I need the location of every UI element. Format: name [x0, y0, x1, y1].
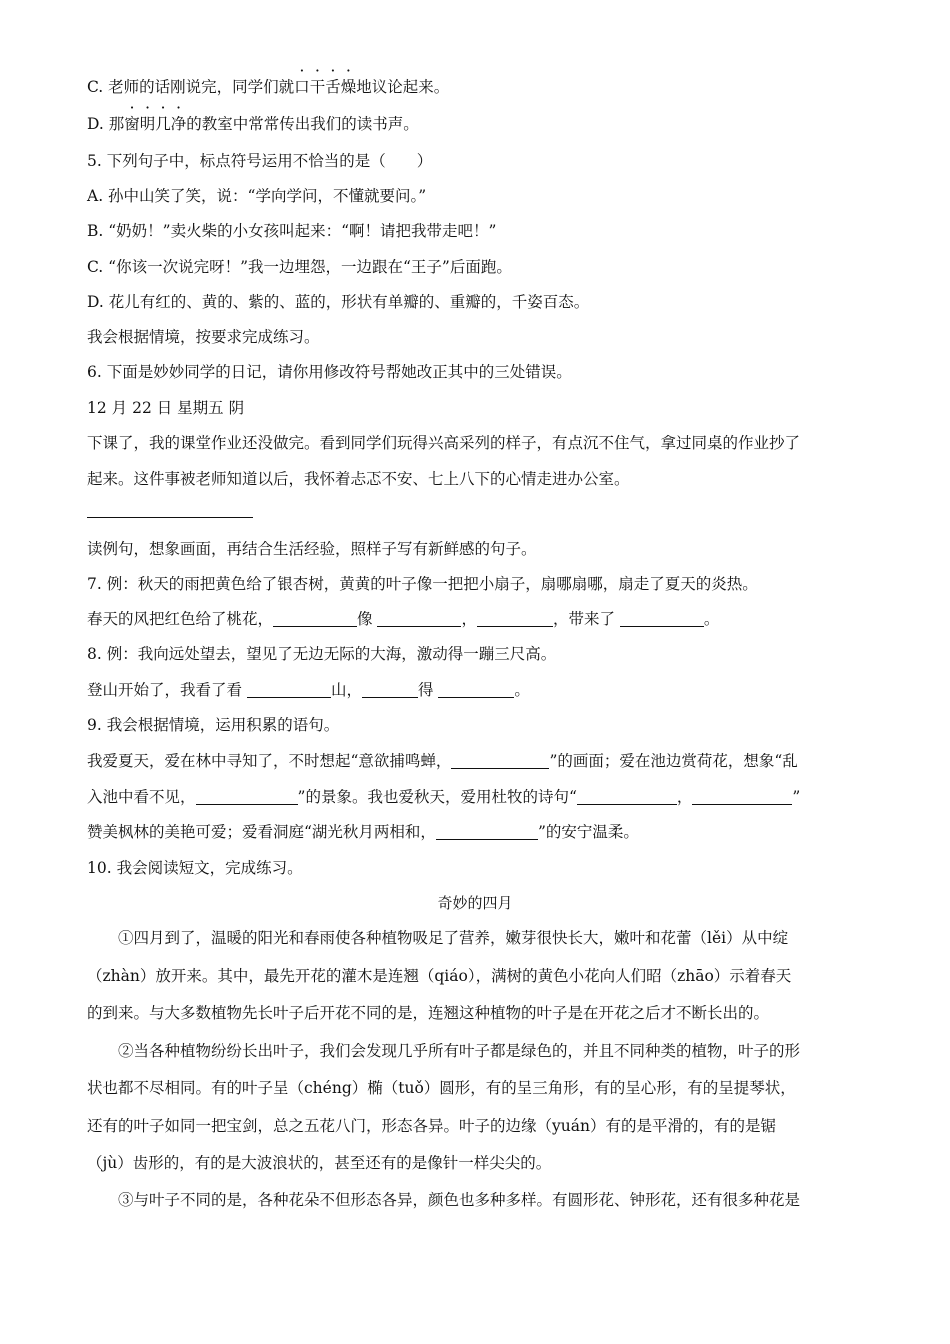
q9-text: 赞美枫林的美艳可爱；爱看洞庭“湖光秋月两相和， — [87, 823, 436, 841]
q8-text-c: 得 — [417, 681, 439, 699]
blank-input[interactable] — [620, 610, 704, 627]
answer-line — [87, 517, 253, 518]
q7-text-e: 。 — [703, 610, 720, 628]
q9-stem: 9. 我会根据情境，运用积累的语句。 — [87, 716, 340, 734]
passage-para-1-line-3: 的到来。与大多数植物先长叶子后开花不同的是，连翘这种植物的叶子是在开花之后才不断长出的。 — [87, 1004, 770, 1022]
imitation-heading: 读例句，想象画面，再结合生活经验，照样子写有新鲜感的句子。 — [87, 540, 537, 558]
q8-text-a: 登山开始了，我看了看 — [87, 681, 247, 699]
section-heading: 我会根据情境，按要求完成练习。 — [87, 328, 320, 346]
diary-date: 12 月 22 日 星期五 阴 — [87, 399, 245, 417]
passage-para-2-line-3: 还有的叶子如同一把宝剑，总之五花八门，形态各异。叶子的边缘（yuán）有的是平滑的，有的是锯 — [87, 1117, 776, 1135]
q8-text-d: 。 — [514, 681, 530, 699]
q5-option-a: A. 孙中山笑了笑，说：“学向学问，不懂就要问。” — [87, 187, 427, 205]
q10-stem: 10. 我会阅读短文，完成练习。 — [87, 859, 303, 877]
passage-title: 奇妙的四月 — [437, 894, 513, 912]
dotted-char: 窗 — [124, 115, 140, 133]
dotted-char: 几 — [155, 115, 171, 133]
blank-input[interactable] — [273, 610, 357, 627]
diary-line-2: 起来。这件事被老师知道以后，我怀着忐忑不安、七上八下的心情走进办公室。 — [87, 470, 630, 488]
q4-option-d — [87, 113, 419, 135]
q7-text-c: ， — [461, 610, 477, 628]
q7-prompt — [87, 608, 719, 630]
dotted-char: 舌 — [325, 78, 341, 96]
blank-input[interactable] — [247, 681, 331, 698]
passage-para-2-line-2: 状也都不尽相同。有的叶子呈（chéng）椭（tuǒ）圆形，有的呈三角形，有的呈心形，有的呈提琴状， — [87, 1079, 796, 1097]
q5-option-c: C. “你该一次说完呀！”我一边埋怨，一边跟在“王子”后面跑。 — [87, 258, 512, 276]
dotted-char: 干 — [309, 78, 326, 96]
passage-para-2-line-4: （jù）齿形的，有的是大波浪状的，甚至还有的是像针一样尖尖的。 — [87, 1154, 552, 1172]
q9-text: 我爱夏天，爱在林中寻知了，不时想起“意欲捕鸣蝉， — [87, 752, 452, 770]
blank-input[interactable] — [438, 681, 514, 698]
q9-text: ” — [792, 788, 801, 806]
blank-input[interactable] — [377, 610, 461, 627]
q6-stem: 6. 下面是妙妙同学的日记，请你用修改符号帮她改正其中的三处错误。 — [87, 363, 572, 381]
q5-stem: 5. 下列句子中，标点符号运用不恰当的是（ ） — [87, 152, 433, 170]
passage-para-3-line-1: ③与叶子不同的是，各种花朵不但形态各异，颜色也多种多样。有圆形花、钟形花，还有很多种花是 — [118, 1191, 801, 1209]
blank-input[interactable] — [451, 752, 549, 769]
q8-text-b: 山， — [330, 681, 362, 699]
blank-input[interactable] — [436, 823, 538, 840]
q7-text-a: 春天的风把红色给了桃花， — [87, 610, 274, 628]
q9-text: ”的画面；爱在池边赏荷花，想象“乱 — [549, 752, 798, 770]
blank-input[interactable] — [362, 681, 418, 698]
passage-para-1-line-1: ①四月到了，温暖的阳光和春雨使各种植物吸足了营养，嫩芽很快长大，嫩叶和花蕾（lěi）从中绽 — [118, 929, 789, 947]
q8-prompt — [87, 679, 530, 701]
blank-input[interactable] — [477, 610, 553, 627]
q9-text: ， — [676, 788, 693, 806]
blank-input[interactable] — [196, 788, 298, 805]
passage-para-1-line-2: （zhàn）放开来。其中，最先开花的灌木是连翘（qiáo），满树的黄色小花向人们昭（zhāo）示着春天 — [87, 967, 792, 985]
passage-para-2-line-1: ②当各种植物纷纷长出叶子，我们会发现几乎所有叶子都是绿色的，并且不同种类的植物，叶子的形 — [118, 1042, 801, 1060]
q4-option-c-pre: C. 老师的话刚说完，同学们就 — [87, 78, 295, 96]
q9-line-3 — [87, 821, 639, 843]
dotted-char: 口 — [294, 78, 310, 96]
q9-text: ”的安宁温柔。 — [537, 823, 639, 841]
q4-option-d-post: 的教室中常常传出我们的读书声。 — [186, 115, 419, 133]
dotted-char: 净 — [170, 115, 187, 133]
q5-option-b: B. “奶奶！”卖火柴的小女孩叫起来：“啊！请把我带走吧！” — [87, 222, 497, 240]
q5-option-d: D. 花儿有红的、黄的、紫的、蓝的，形状有单瓣的、重瓣的，千姿百态。 — [87, 293, 590, 311]
q8-example: 8. 例：我向远处望去，望见了无边无际的大海，激动得一蹦三尺高。 — [87, 645, 557, 663]
blank-input[interactable] — [692, 788, 792, 805]
diary-line-1: 下课了，我的课堂作业还没做完。看到同学们玩得兴高采列的样子，有点沉不住气，拿过同桌的作业抄了 — [87, 434, 801, 452]
q9-text: 入池中看不见， — [87, 788, 196, 806]
q7-example: 7. 例：秋天的雨把黄色给了银杏树，黄黄的叶子像一把把小扇子，扇哪扇哪，扇走了夏天的炎热。 — [87, 575, 758, 593]
q9-text: ”的景象。我也爱秋天，爱用杜牧的诗句“ — [297, 788, 577, 806]
dotted-char: 燥 — [340, 78, 357, 96]
blank-input[interactable] — [577, 788, 677, 805]
q4-option-c — [87, 76, 449, 98]
q7-text-b: 像 — [357, 610, 378, 628]
q4-option-d-pre: D. 那 — [87, 115, 125, 133]
q7-text-d: ，带来了 — [552, 610, 620, 628]
q4-option-c-post: 地议论起来。 — [356, 78, 450, 96]
q9-line-1 — [87, 750, 798, 772]
dotted-char: 明 — [139, 115, 156, 133]
q9-line-2 — [87, 786, 800, 808]
